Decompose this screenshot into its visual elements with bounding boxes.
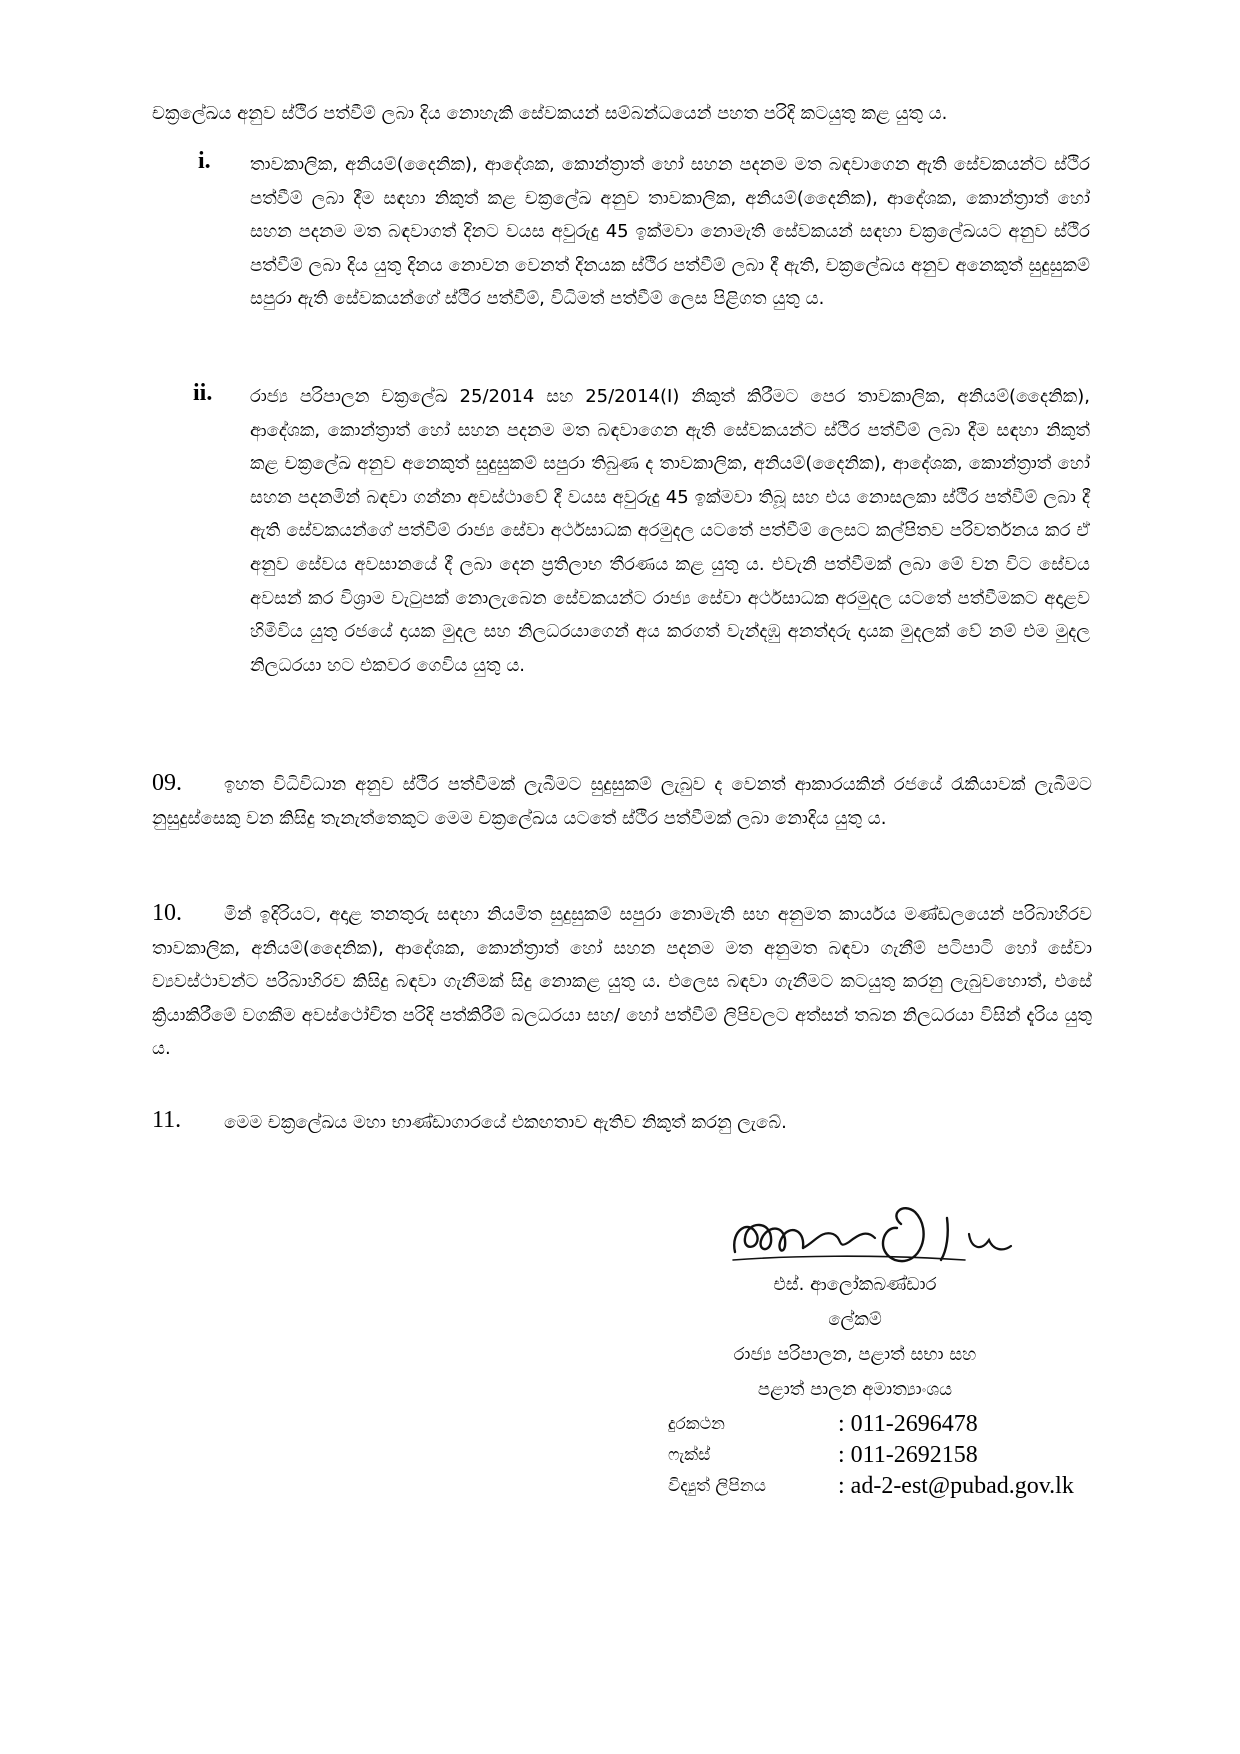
section-09-number: 09. bbox=[152, 770, 182, 796]
contact-row-fax bbox=[668, 1440, 1128, 1471]
subsection-i-text: තාවකාලික, අනියම්(දෛනික), ආදේශක, කොන්ත්‍රාත් හෝ සහන පදනම මත බඳවාගෙන ඇති සේවකයන්ට ස්ථිර පත්වීම් ලබා දීම සඳහා නිකුත් කළ චක්‍රලේඛ අනුව තාවකාලික, අනියම්(දෛනික), ආදේශක, කොන්ත්‍රාත් හෝ සහන පදනම මත බඳවාගත් දිනට වයස අවුරුදු 45 ඉක්මවා නොමැති සේවකයන් සඳහා චක්‍රලේඛයට අනුව ස්ථිර පත්වීම් ලබා දිය යුතු දිනය නොවන වෙනත් දිනයක ස්ථිර පත්වීම් ලබා දී ඇති, චක්‍රලේඛය අනුව අනෙකුත් සුදුසුකම් සපුරා ඇති සේවකයන්ගේ ස්ථිර පත්වීම්, විධිමත් පත්වීම් ලෙස පිළිගත යුතු ය. bbox=[250, 154, 1090, 309]
phone-value: : 011-2696478 bbox=[838, 1411, 978, 1437]
section-10-text: මින් ඉදිරියට, අදාළ තනතුරු සඳහා නියමිත සුදුසුකම් සපුරා නොමැති සහ අනුමත කාර්යය මණ්ඩලයෙන් පරිබාහිරව තාවකාලික, අනියම්(දෛනික), ආදේශක, කොන්ත්‍රාත් හෝ සහන පදනම මත අනුමත බඳවා ගැනීම් පටිපාටි හෝ සේවා ව්‍යවස්ථාවන්ට පරිබාහිරව කිසිදු බඳවා ගැනීමක් සිදු නොකළ යුතු ය. එලෙස බඳවා ගැනීමට කටයුතු කරනු ලැබුවහොත්, එසේ ක්‍රියාකිරීමේ වගකීම අවස්ථෝචිත පරිදි පත්කිරීම් බලධරයා සහ/ හෝ පත්වීම් ලිපිවලට අත්සන් තබන නිලධරයා විසින් දැරිය යුතු ය. bbox=[152, 904, 1092, 1059]
section-11-text: මෙම චක්‍රලේඛය මහා භාණ්ඩාගාරයේ එකඟතාව ඇතිව නිකුත් කරනු ලැබේ. bbox=[224, 1112, 787, 1133]
intro-paragraph: චක්‍රලේඛය අනුව ස්ථිර පත්වීම් ලබා දිය නොහැකි සේවකයන් සම්බන්ධයෙන් පහත පරිදි කටයුතු කළ යුතු ය. bbox=[152, 103, 948, 124]
contact-block bbox=[668, 1409, 1128, 1502]
email-label: විද්‍යුත් ලිපිනය bbox=[668, 1476, 766, 1496]
subsection-ii-marker: ii. bbox=[193, 380, 213, 406]
section-09-text: ඉහත විධිවිධාන අනුව ස්ථිර පත්වීමක් ලැබීමට සුදුසුකම් ලැබුව ද වෙනත් ආකාරයකින් රජයේ රැකියාවක් ලැබීමට නුසුදුස්සෙකු වන කිසිදු තැනැත්තෙකුට මෙම චක්‍රලේඛය යටතේ ස්ථිර පත්වීමක් ලබා නොදිය යුතු ය. bbox=[152, 774, 1092, 829]
fax-value: : 011-2692158 bbox=[838, 1442, 978, 1468]
contact-row-email bbox=[668, 1471, 1128, 1502]
section-11-number: 11. bbox=[152, 1107, 182, 1133]
fax-label: ෆැක්ස් bbox=[668, 1445, 711, 1465]
email-value: : ad-2-est@pubad.gov.lk bbox=[838, 1473, 1074, 1499]
ministry-line-1: රාජ්‍ය පරිපාලන, පළාත් සභා සහ bbox=[733, 1344, 977, 1365]
handwritten-signature bbox=[725, 1190, 1015, 1270]
subsection-ii-text: රාජ්‍ය පරිපාලන චක්‍රලේඛ 25/2014 සහ 25/2014(I) නිකුත් කිරීමට පෙර තාවකාලික, අනියම්(දෛනික), ආදේශක, කොන්ත්‍රාත් හෝ සහන පදනම මත බඳවාගෙන ඇති සේවකයන්ට ස්ථිර පත්වීම් ලබා දීම සඳහා නිකුත් කළ චක්‍රලේඛ අනුව අනෙකුත් සුදුසුකම් සපුරා තිබුණ ද තාවකාලික, අනියම්(දෛනික), ආදේශක, කොන්ත්‍රාත් හෝ සහන පදනමින් බඳවා ගන්නා අවස්ථාවේ දී වයස අවුරුදු 45 ඉක්මවා තිබූ සහ එය නොසලකා ස්ථිර පත්වීම් ලබා දී ඇති සේවකයන්ගේ පත්වීම් රාජ්‍ය සේවා අර්ථසාධක අරමුදල යටතේ පත්වීම් ලෙසට කල්පිතව පරිවර්තනය කර ඒ අනුව සේවය අවසානයේ දී ලබා දෙන ප්‍රතිලාභ තීරණය කළ යුතු ය. එවැනි පත්වීමක් ලබා මේ වන විට සේවය අවසන් කර විශ්‍රාම වැටුපක් නොලැබෙන සේවකයන්ට රාජ්‍ය සේවා අර්ථසාධක අරමුදල යටතේ පත්වීමකට අදාළව හිමිවිය යුතු රජයේ දායක මුදල සහ නිලධරයාගෙන් අය කරගත් වැන්දඹු අනත්දරු දායක මුදලක් වේ නම් එම මුදල නිලධරයා හට එකවර ගෙවිය යුතු ය. bbox=[250, 386, 1090, 676]
ministry-line-2: පළාත් පාලන අමාත්‍යාංශය bbox=[757, 1379, 953, 1400]
section-09 bbox=[152, 767, 1092, 835]
subsection-i-marker: i. bbox=[198, 148, 211, 174]
signature-block bbox=[660, 1267, 1050, 1407]
signatory-name: එස්. ආලෝකබණ්ඩාර bbox=[773, 1274, 937, 1295]
section-10 bbox=[152, 897, 1092, 1066]
contact-row-phone bbox=[668, 1409, 1128, 1440]
section-10-number: 10. bbox=[152, 900, 182, 926]
signatory-title: ලේකම් bbox=[828, 1309, 882, 1330]
phone-label: දුරකථන bbox=[668, 1414, 725, 1434]
